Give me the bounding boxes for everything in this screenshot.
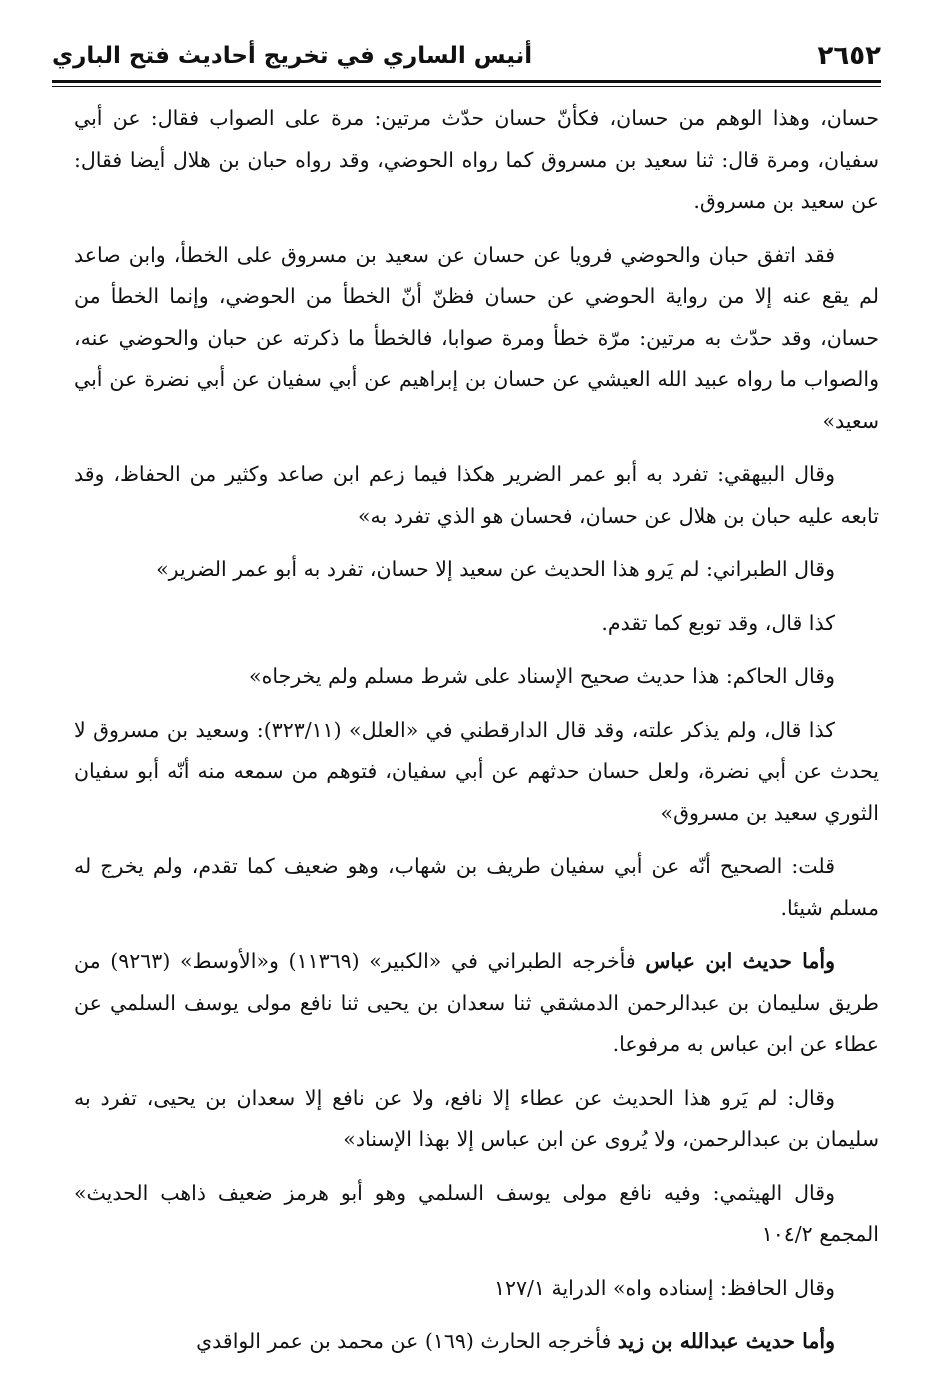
page-number: ٢٦٥٢ xyxy=(817,41,881,71)
section-lead-bold: وأما حديث عبدالله بن زيد xyxy=(617,1329,835,1353)
paragraph: وقال الهيثمي: وفيه نافع مولى يوسف السلمي وهو أبو هرمز ضعيف ذاهب الحديث» المجمع ١٠٤/٢ xyxy=(74,1180,879,1246)
paragraph: وقال الطبراني: لم يَرو هذا الحديث عن سعيد إلا حسان، تفرد به أبو عمر الضرير» xyxy=(156,557,835,581)
paragraph-ibn-abbas: وأما حديث ابن عباس فأخرجه الطبراني في «الكبير» (١١٣٦٩) و«الأوسط» (٩٢٦٣) من طريق سليمان بن عبدالرحمن الدمشقي ثنا سعدان بن يحيى ثنا نافع مولى يوسف السلمي عن عطاء عن ابن عباس به مرفوعا. xyxy=(74,949,879,1056)
running-title: أنيس الساري في تخريج أحاديث فتح الباري xyxy=(52,43,533,69)
paragraph: وقال الحاكم: هذا حديث صحيح الإسناد على شرط مسلم ولم يخرجاه» xyxy=(249,664,835,688)
paragraph: وقال الحافظ: إسناده واه» الدراية ١٢٧/١ xyxy=(493,1275,835,1300)
paragraph: وقال: لم يَرو هذا الحديث عن عطاء إلا نافع، ولا عن نافع إلا سعدان بن يحيى، تفرد به سليمان بن عبدالرحمن، ولا يُروى عن ابن عباس إلا بهذا الإسناد» xyxy=(74,1085,879,1151)
header-rule xyxy=(52,80,881,83)
paragraph: وقال البيهقي: تفرد به أبو عمر الضرير هكذا فيما زعم ابن صاعد وكثير من الحفاظ، وقد تابعه عليه حبان بن هلال عن حسان، فحسان هو الذي تفرد به» xyxy=(74,462,879,528)
paragraph: كذا قال، وقد توبع كما تقدم. xyxy=(601,610,835,635)
section-lead-bold: وأما حديث ابن عباس xyxy=(645,949,836,973)
page-header xyxy=(52,34,881,78)
paragraph-continuation: حسان، وهذا الوهم من حسان، فكأنّ حسان حدّث مرتين: مرة على الصواب فقال: عن أبي سفيان، ومرة قال: ثنا سعيد بن مسروق كما رواه الحوضي، وقد رواه حبان بن هلال أيضا فقال: عن سعيد بن مسروق. xyxy=(74,106,879,213)
paragraph: فقد اتفق حبان والحوضي فرويا عن حسان عن سعيد بن مسروق على الخطأ، وابن صاعد لم يقع عنه إلا من رواية الحوضي عن حسان فظنّ أنّ الخطأ من الحوضي، وإنما الخطأ من حسان، وقد حدّث به مرتين: مرّة خطأ ومرة صوابا، فالخطأ ما ذكرته عن حبان والحوضي عنه، والصواب ما رواه عبيد الله العيشي عن حسان بن إبراهيم عن أبي سفيان عن أبي نضرة عن أبي سعيد» xyxy=(74,242,879,433)
header-rule-thin xyxy=(52,86,881,87)
body-text xyxy=(74,98,879,1375)
paragraph: قلت: الصحيح أنّه عن أبي سفيان طريف بن شهاب، وهو ضعيف كما تقدم، ولم يخرج له مسلم شيئا. xyxy=(74,854,879,920)
paragraph-abdullah-bin-zayd: وأما حديث عبدالله بن زيد فأخرجه الحارث (١٦٩) عن محمد بن عمر الواقدي xyxy=(196,1329,835,1353)
paragraph: كذا قال، ولم يذكر علته، وقد قال الدارقطني في «العلل» (٣٢٣/١١): وسعيد بن مسروق لا يحدث عن أبي نضرة، ولعل حسان حدثهم عن أبي سفيان، فتوهم من سمعه منه أنّه أبو سفيان الثوري سعيد بن مسروق» xyxy=(74,717,879,825)
